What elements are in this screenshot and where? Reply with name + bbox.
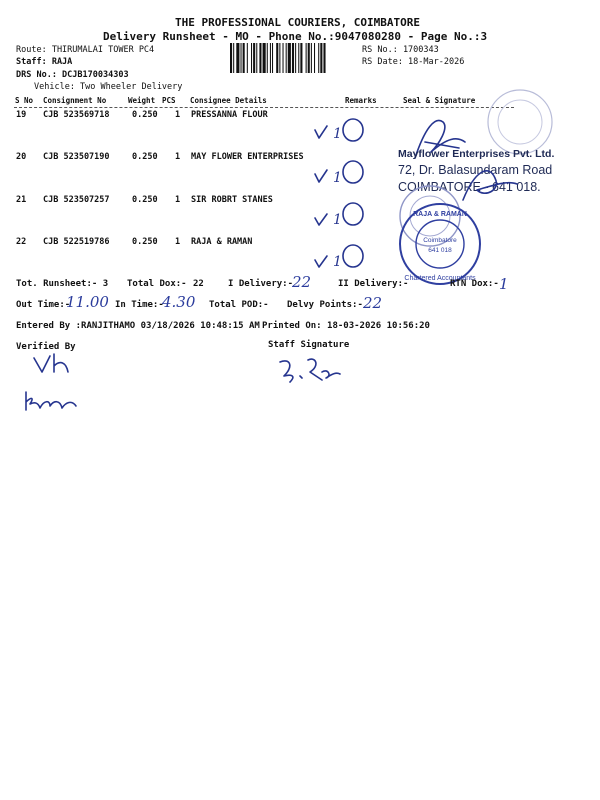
barcode-bar (241, 43, 242, 73)
barcode-bar (320, 43, 322, 73)
barcode-bar (243, 43, 245, 73)
stamp-city: COIMBATORE - 641 018. (398, 180, 541, 194)
barcode-bar (259, 43, 261, 73)
remark-count-1: 1 (333, 126, 342, 142)
barcode-bar (308, 43, 310, 73)
col-header-pcs: PCS (162, 96, 176, 105)
ca-stamp (392, 196, 488, 292)
row-sno: 22 (16, 237, 27, 247)
row-consignee: RAJA & RAMAN (191, 237, 253, 247)
row-pcs: 1 (175, 195, 181, 205)
row-pcs: 1 (175, 152, 181, 162)
ca-stamp-center-1: Coimbatore (423, 237, 457, 244)
row-consignment: CJB 523507257 (43, 195, 110, 205)
barcode-bar (251, 43, 252, 73)
row-consignee: MAY FLOWER ENTERPRISES (191, 152, 304, 162)
in-time-handwritten: 4.30 (162, 293, 196, 311)
row-consignment: CJB 522519786 (43, 237, 110, 247)
barcode-bar (318, 43, 319, 73)
barcode-bar (314, 43, 315, 73)
runsheet-subtitle: Delivery Runsheet - MO - Phone No.:9047080280 - Page No.:3 (103, 30, 488, 43)
row-sno: 19 (16, 110, 27, 120)
total-runsheet: Tot. Runsheet:- 3 (16, 279, 109, 289)
col-header-consignee: Consignee Details (190, 96, 267, 105)
barcode-bar (295, 43, 296, 73)
verifier-initials (28, 350, 78, 380)
ca-stamp-center-2: 641 018 (428, 247, 452, 254)
out-time-handwritten: 11.00 (66, 293, 109, 311)
vehicle-label: Vehicle: Two Wheeler Delivery (34, 82, 183, 92)
printed-on: Printed On: 18-03-2026 10:56:20 (262, 321, 430, 331)
ca-stamp-top: RAJA & RAMAN (413, 211, 467, 218)
barcode-bar (300, 43, 302, 73)
row-weight: 0.250 (132, 110, 158, 120)
row-sno: 21 (16, 195, 27, 205)
row-consignee: PRESSANNA FLOUR (191, 110, 268, 120)
barcode-bar (288, 43, 291, 73)
barcode-bar (279, 43, 280, 73)
remark-count-3: 1 (333, 212, 342, 228)
delvy-points-label: Delvy Points:- (287, 300, 363, 310)
col-header-remarks: Remarks (345, 96, 377, 105)
route-label: Route: THIRUMALAI TOWER PC4 (16, 45, 155, 55)
barcode-bar (283, 43, 284, 73)
row-weight: 0.250 (132, 152, 158, 162)
verifier-signature (20, 386, 80, 426)
row-pcs: 1 (175, 237, 181, 247)
ii-delivery-label: II Delivery:- (338, 279, 409, 289)
staff-signature-label: Staff Signature (268, 340, 350, 350)
barcode-bar (270, 43, 271, 73)
verified-by-label: Verified By (16, 342, 76, 352)
barcode (230, 43, 358, 73)
in-time-label: In Time:- (115, 300, 164, 310)
staff-signature (270, 352, 350, 392)
i-delivery-handwritten: 22 (292, 273, 312, 291)
col-header-seal: Seal & Signature (403, 96, 476, 105)
barcode-bar (272, 43, 273, 73)
barcode-bar (292, 43, 294, 73)
barcode-bar (247, 43, 248, 73)
staff-label: Staff: RAJA (16, 57, 73, 67)
row-sno: 20 (16, 152, 27, 162)
total-pod-label: Total POD:- (209, 300, 269, 310)
barcode-bar (253, 43, 255, 73)
rs-number: RS No.: 1700343 (362, 45, 439, 55)
barcode-bar (323, 43, 325, 73)
remark-count-2: 1 (333, 170, 342, 186)
i-delivery-label: I Delivery:- (228, 279, 294, 289)
barcode-bar (311, 43, 312, 73)
row-pcs: 1 (175, 110, 181, 120)
barcode-bar (233, 43, 234, 73)
rtn-dox-label: RTN Dox:- (450, 279, 499, 289)
rtn-dox-handwritten: 1 (499, 275, 509, 293)
total-dox-label: Total Dox:- (127, 279, 187, 289)
row-consignment: CJB 523569718 (43, 110, 110, 120)
out-time-label: Out Time:- (16, 300, 71, 310)
barcode-bar (286, 43, 287, 73)
stamp-company: Mayflower Enterprises Pvt. Ltd. (398, 148, 555, 160)
barcode-bar (236, 43, 239, 73)
barcode-bar (298, 43, 299, 73)
barcode-bar (306, 43, 307, 73)
row-weight: 0.250 (132, 237, 158, 247)
rs-date: RS Date: 18-Mar-2026 (362, 57, 465, 67)
seal-signature-scribble (455, 160, 525, 210)
remark-count-4: 1 (333, 254, 342, 270)
entered-by: Entered By :RANJITHAMO 03/18/2026 10:48:15 AM (16, 321, 260, 331)
barcode-bar (256, 43, 257, 73)
row-consignment: CJB 523507190 (43, 152, 110, 162)
barcode-bar (230, 43, 232, 73)
barcode-bar (267, 43, 268, 73)
row-consignee: SIR ROBRT STANES (191, 195, 273, 205)
barcode-bar (263, 43, 266, 73)
stamp-address: 72, Dr. Balasundaram Road (398, 163, 553, 177)
remarks-handwriting (305, 110, 385, 280)
col-header-weight: Weight (128, 96, 156, 105)
total-dox-value: 22 (193, 279, 204, 289)
barcode-bar (276, 43, 278, 73)
company-title: THE PROFESSIONAL COURIERS, COIMBATORE (175, 16, 421, 29)
drs-number: DRS No.: DCJB170034303 (16, 70, 129, 80)
col-header-sno: S No (15, 96, 34, 105)
ca-stamp-bottom: Chartered Accountants (404, 275, 476, 282)
row-weight: 0.250 (132, 195, 158, 205)
col-header-consignment: Consignment No (43, 96, 107, 105)
delvy-points-handwritten: 22 (363, 294, 383, 312)
